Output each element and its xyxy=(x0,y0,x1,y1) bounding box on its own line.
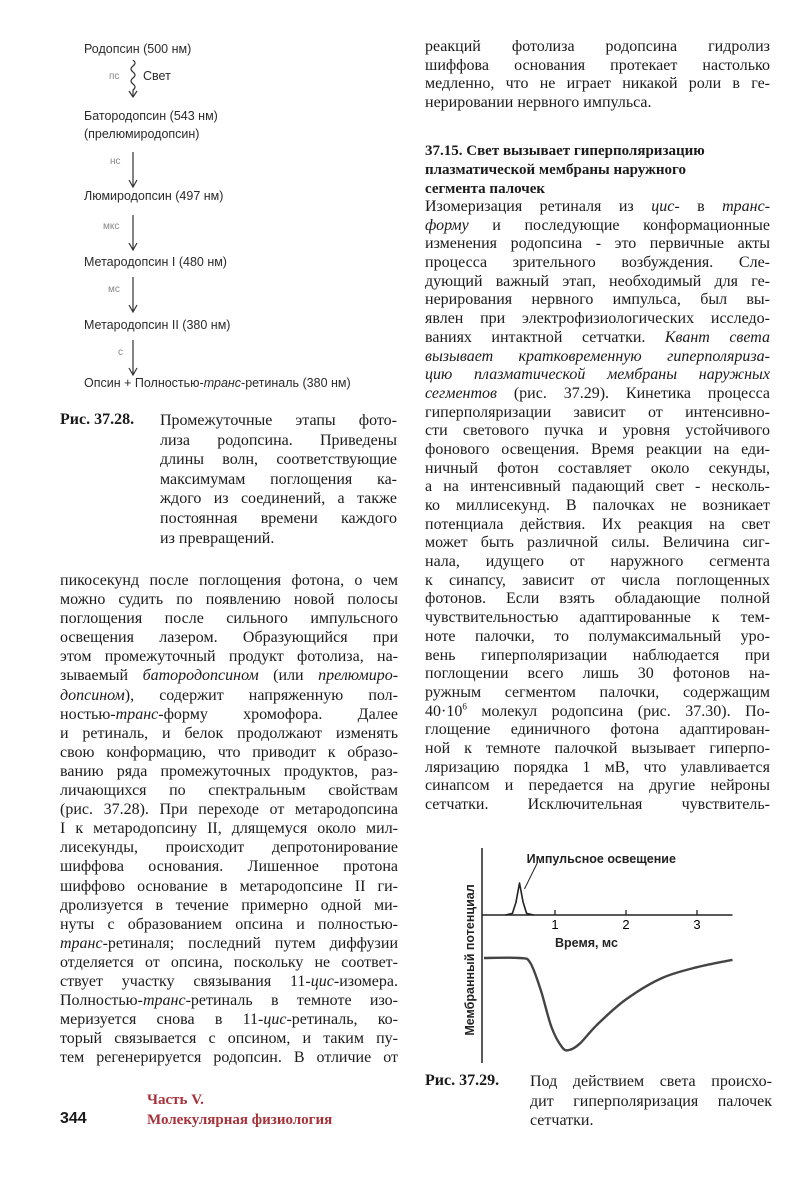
text-line: сетчатки. xyxy=(530,1112,594,1130)
text-segment: ко миллисекунд. В палочках не возникает xyxy=(425,497,770,514)
left-column-text xyxy=(60,571,398,1067)
text-line xyxy=(425,460,770,479)
text-segment: Изомеризация ретиналя из xyxy=(425,198,652,215)
annotation-leader xyxy=(524,863,537,889)
arrow-down-icon xyxy=(127,340,139,376)
arrow-down-icon xyxy=(127,277,139,313)
text-segment: -форму хромофора. Далее xyxy=(158,705,398,723)
text-line xyxy=(60,972,398,991)
text-line xyxy=(425,628,770,647)
text-line xyxy=(60,915,398,934)
text-segment: процесса зрительного возбуждения. Сле- xyxy=(425,254,770,272)
wavy-arrow-icon xyxy=(125,60,141,98)
text-segment: (рис. 37.28). При переходе от метародопсина xyxy=(60,801,398,819)
text-line xyxy=(425,553,770,572)
section-heading xyxy=(425,142,770,199)
text-line xyxy=(60,934,398,953)
text-line xyxy=(60,724,398,743)
text-segment: цис xyxy=(310,972,334,990)
text-line xyxy=(425,721,770,740)
text-line: сегмента палочек xyxy=(425,181,545,197)
x-tick-label: 3 xyxy=(693,917,701,932)
text-line xyxy=(425,759,770,778)
text-segment: нерировании нервного импульса. xyxy=(425,94,652,112)
text-segment: вызывает кратковременную гиперполяриза- xyxy=(425,347,770,365)
text-segment: Квант света xyxy=(664,328,770,346)
text-line xyxy=(60,953,398,972)
text-line xyxy=(425,291,770,310)
text-line xyxy=(60,628,398,647)
text-segment: -ретиналя; последний путем диффузии xyxy=(102,934,398,952)
text-segment: изменения родопсина - это первичные акты xyxy=(425,235,770,253)
text-line xyxy=(425,534,770,553)
text-line xyxy=(425,740,770,759)
text-segment: батородопсином xyxy=(142,667,259,685)
figure-caption xyxy=(530,1072,772,1131)
hyperpolarization-chart xyxy=(430,845,775,1065)
x-tick-label: 1 xyxy=(551,917,559,932)
text-line xyxy=(60,1010,398,1029)
text-line xyxy=(425,235,770,254)
text-line: плазматической мембраны наружного xyxy=(425,162,686,178)
compound-rhodopsin: Родопсин (500 нм) xyxy=(84,42,192,56)
text-segment: вень гиперполяризации наблюдается при xyxy=(425,646,770,664)
text-line xyxy=(60,666,398,685)
text-line: Под действием света происхо- xyxy=(530,1073,772,1090)
figure-caption-label: Рис. 37.28. xyxy=(60,411,135,428)
compound-prelumirhodopsin: (прелюмиродопсин) xyxy=(84,127,200,141)
arrow-down-icon xyxy=(127,215,139,251)
text-segment: меризуется снова в 11- xyxy=(60,1011,264,1029)
text-line: из превращений. xyxy=(160,529,275,547)
compound-bathorhodopsin: Батородопсин (543 нм) xyxy=(84,109,218,123)
text-line xyxy=(425,348,770,367)
text-line: лиза родопсина. Приведены xyxy=(160,431,397,449)
text-segment: и последующие конформационные xyxy=(468,216,770,234)
text-segment: нерирования нервного импульса, был вы- xyxy=(425,291,770,309)
text-line xyxy=(425,38,770,57)
x-tick-label: 2 xyxy=(622,917,630,932)
text-line xyxy=(60,686,398,705)
text-segment: гиперполяризации зависит от интенсивно- xyxy=(425,403,770,421)
text-segment: ляризацию порядка 1 мВ, что улавливается xyxy=(425,758,770,776)
x-axis-label: Время, мс xyxy=(555,936,618,950)
annotation-label: Импульсное освещение xyxy=(526,852,676,866)
text-line xyxy=(425,572,770,591)
text-line: дит гиперполяризация палочек xyxy=(530,1092,772,1110)
text-line xyxy=(425,647,770,666)
time-label-ps: пс xyxy=(109,71,120,82)
text-segment: дующий важный этап, необходимый для ге- xyxy=(425,272,770,290)
text-segment: сегментов xyxy=(425,384,497,402)
text-segment: реакций фотолиза родопсина гидролиз xyxy=(425,38,770,55)
text-segment: нала, идущего от наружного сегмента xyxy=(425,553,770,571)
text-segment: ванию ряда промежуточных продуктов, раз- xyxy=(60,762,398,780)
text-segment: этом промежуточный продукт фотолиза, на- xyxy=(60,648,398,666)
compound-opsin-retinal: Опсин + Полностью-транс-ретиналь (380 нм) xyxy=(84,376,351,390)
time-label-ns: нс xyxy=(110,156,121,167)
right-column-text xyxy=(425,198,770,815)
text-segment: поглощения после сильного импульсного xyxy=(60,610,398,628)
text-line: ждого из соединений, а также xyxy=(160,490,397,508)
compound-lumirhodopsin: Люмиродопсин (497 нм) xyxy=(84,189,224,203)
text-line xyxy=(425,404,770,423)
text-line: длины волн, соответствующие xyxy=(160,451,397,469)
text-line xyxy=(60,896,398,915)
text-line xyxy=(425,217,770,236)
text-line xyxy=(425,516,770,535)
text-segment: Полностью- xyxy=(60,992,143,1010)
text-segment: отделяется от опсина, поскольку не соответ- xyxy=(60,953,398,971)
text-line xyxy=(425,329,770,348)
text-segment: свою конформацию, что приводит к образо- xyxy=(60,743,398,761)
text-line xyxy=(60,1029,398,1048)
text-segment: цис xyxy=(263,1011,287,1029)
text-segment: и ретиналь, и белок продолжают изменять xyxy=(60,724,398,742)
part-title: Молекулярная физиология xyxy=(147,1112,333,1128)
text-segment: I к метародопсину II, длящемуся около мил- xyxy=(60,820,398,838)
text-line xyxy=(425,441,770,460)
text-line: максимумам поглощения ка- xyxy=(160,470,397,488)
text-line xyxy=(60,819,398,838)
text-segment: торый связывается с опсином, и таким пу- xyxy=(60,1030,398,1048)
text-segment: поглощении всего лишь 30 фотонов на- xyxy=(425,665,770,683)
text-segment: фонового освещения. Время реакции на еди- xyxy=(425,440,770,458)
text-line xyxy=(425,777,770,796)
text-line xyxy=(425,57,770,76)
text-segment: явлен при электрофизиологических исследо- xyxy=(425,310,770,328)
text-line xyxy=(425,590,770,609)
text-segment: тем регенерируется родопсин. В отличие от xyxy=(60,1049,398,1067)
text-segment: сти светового пучка и уровня устойчивого xyxy=(425,422,770,440)
text-line xyxy=(425,497,770,516)
text-line xyxy=(425,609,770,628)
compound-metarhodopsin-1: Метародопсин I (480 нм) xyxy=(84,255,227,269)
text-line xyxy=(425,94,770,113)
text-segment: транс xyxy=(115,705,159,723)
text-segment: допсином xyxy=(60,686,125,704)
text-segment: освещения лазером. Образующийся при xyxy=(60,629,398,647)
text-line xyxy=(60,838,398,857)
part-label: Часть V. xyxy=(147,1092,204,1108)
text-line xyxy=(60,800,398,819)
text-line xyxy=(425,366,770,385)
text-segment: чувствительностью адаптированные к тем- xyxy=(425,609,770,627)
text-segment: -изомера. xyxy=(333,972,398,990)
text-segment: а на интенсивный падающий свет - несколь- xyxy=(425,478,770,496)
text-line: 37.15. Свет вызывает гиперполяризацию xyxy=(425,143,705,159)
text-segment: потенциала действия. Их реакция на свет xyxy=(425,515,770,533)
text-segment: ваниях интактной сетчатки. xyxy=(425,328,665,346)
time-label-ms: мс xyxy=(108,284,120,295)
text-segment: лисекунды, происходит депротонирование xyxy=(60,839,398,857)
text-line xyxy=(425,665,770,684)
text-line xyxy=(425,198,770,217)
time-label-s: с xyxy=(118,347,123,358)
text-line xyxy=(60,781,398,800)
page-number: 344 xyxy=(60,1110,87,1127)
text-segment: цию плазматической мембраны наружных xyxy=(425,366,770,384)
text-segment: сетчатки. Исключительная чувствитель- xyxy=(425,796,770,813)
text-segment: молекул родопсина (рис. 37.30). По- xyxy=(466,702,770,720)
text-segment: ствует участку связывания 11- xyxy=(60,972,311,990)
text-line xyxy=(425,273,770,292)
text-line xyxy=(60,743,398,762)
y-axis-label: Мембранный потенциал xyxy=(463,884,477,1036)
text-line xyxy=(60,571,398,590)
text-segment: ничный фотон составляет около секунды, xyxy=(425,459,770,477)
light-label: Свет xyxy=(143,69,171,83)
text-segment: шиффово основание в метародопсине II ги- xyxy=(60,877,398,895)
text-line xyxy=(60,705,398,724)
arrow-down-icon xyxy=(127,152,139,188)
text-segment: (или xyxy=(258,667,319,685)
text-segment: ружным сегментом палочки, содержащим xyxy=(425,683,770,701)
text-line xyxy=(60,647,398,666)
text-segment: можно судить по появлению новой полосы xyxy=(60,591,398,609)
text-line: постоянная времени каждого xyxy=(160,509,397,527)
text-segment: шиффова основания протекает настолько xyxy=(425,56,770,74)
text-segment: -ретиналь, ко- xyxy=(286,1011,398,1029)
figure-caption xyxy=(160,411,397,548)
text-line xyxy=(425,310,770,329)
text-segment: нуты с образованием опсина и полностью- xyxy=(60,915,398,933)
text-segment: ), содержит напряженную пол- xyxy=(124,686,398,704)
text-line xyxy=(60,1048,398,1067)
text-line xyxy=(60,762,398,781)
text-segment: ной к темноте палочкой вызывает гиперпо- xyxy=(425,739,770,757)
text-line xyxy=(425,254,770,273)
text-segment: транс- xyxy=(722,198,771,215)
text-line xyxy=(60,857,398,876)
text-segment: синапсом и передается на другие нейроны xyxy=(425,777,770,795)
text-segment: (рис. 37.29). Кинетика процесса xyxy=(496,384,770,402)
text-segment: -ретиналь в темноте изо- xyxy=(185,992,398,1010)
text-line xyxy=(425,478,770,497)
text-segment: транс xyxy=(60,934,103,952)
text-line xyxy=(60,877,398,896)
text-segment: пикосекунд после поглощения фотона, о чем xyxy=(60,572,398,589)
text-line xyxy=(60,991,398,1010)
text-segment: транс xyxy=(142,992,186,1010)
time-label-us: мкс xyxy=(103,221,120,232)
text-segment: дролизуется в течение примерно одной ми- xyxy=(60,896,398,914)
text-segment: шиффова основания. Лишенное протона xyxy=(60,858,398,876)
text-segment: зываемый xyxy=(60,667,143,685)
text-segment: цис xyxy=(651,198,675,215)
text-segment: - в xyxy=(674,198,723,215)
text-segment: может быть различной силы. Величина сиг- xyxy=(425,534,770,552)
series-light-pulse xyxy=(505,883,533,915)
text-segment: глощение единичного фотона адаптирован- xyxy=(425,721,770,739)
text-line xyxy=(425,385,770,404)
text-line xyxy=(425,703,770,722)
text-segment: ностью- xyxy=(60,705,116,723)
figure-caption-label: Рис. 37.29. xyxy=(425,1072,500,1089)
text-line xyxy=(425,75,770,94)
text-segment: 40·10 xyxy=(425,702,463,720)
text-line xyxy=(60,609,398,628)
text-line: Промежуточные этапы фото- xyxy=(160,412,397,429)
text-segment: 6 xyxy=(462,701,467,712)
text-line xyxy=(425,422,770,441)
text-segment: к синапсу, зависит от числа поглощенных xyxy=(425,571,770,589)
compound-metarhodopsin-2: Метародопсин II (380 нм) xyxy=(84,318,231,332)
text-line xyxy=(60,590,398,609)
text-line xyxy=(425,684,770,703)
text-line xyxy=(425,796,770,815)
series-membrane-potential xyxy=(484,958,733,1051)
text-segment: медленно, что не играет никакой роли в ге- xyxy=(425,75,770,93)
text-segment: фотонов. Если взять обладающие полной xyxy=(425,590,770,608)
text-segment: личающихся по спектральным свойствам xyxy=(60,782,398,800)
text-segment: форму xyxy=(425,216,469,234)
right-column-top-text xyxy=(425,38,770,113)
text-segment: прелюмиро- xyxy=(318,667,399,685)
text-segment: ноте палочки, то полумаксимальный уро- xyxy=(425,627,770,645)
